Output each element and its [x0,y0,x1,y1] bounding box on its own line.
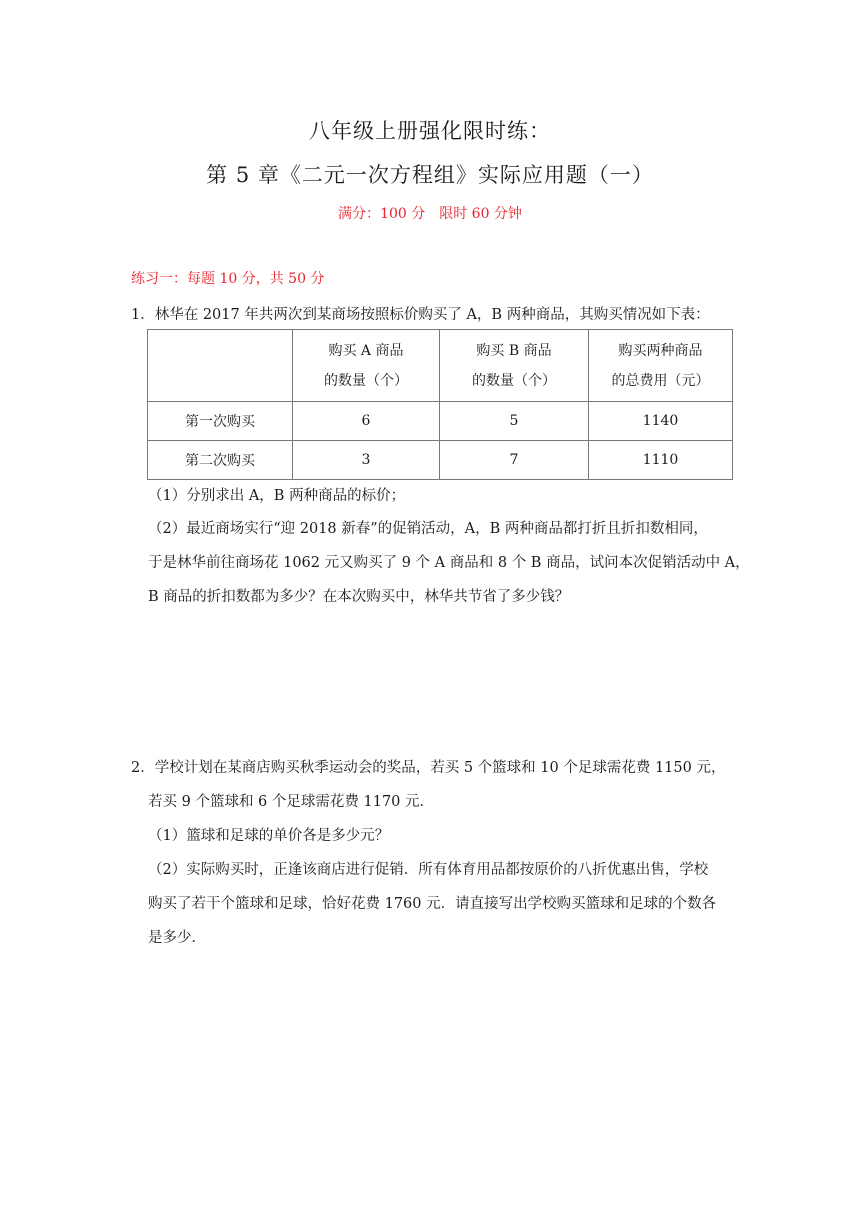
table-cell: 5 [440,402,589,441]
question-2-part-2-line2: 购买了若干个篮球和足球，恰好花费 1760 元．请直接写出学校购买篮球和足球的个数各 [148,896,717,912]
page-title-line1: 八年级上册强化限时练： [309,119,551,143]
table-cell: 1140 [589,402,733,441]
question-1-part-2-line2: 于是林华前往商场花 1062 元又购买了 9 个 A 商品和 8 个 B 商品，试问本次促销活动中 A， [148,555,750,571]
table-header-cell: 购买两种商品 的总费用（元） [589,330,733,402]
question-2-part-2-line1: （2）实际购买时，正逢该商店进行促销．所有体育用品都按原价的八折优惠出售，学校 [148,862,709,878]
table-cell: 3 [293,441,440,480]
table-cell: 6 [293,402,440,441]
table-corner-cell [148,330,293,402]
table-header-cell: 购买 B 商品 的数量（个） [440,330,589,402]
question-2-part-2-line3: 是多少． [148,930,206,946]
table-header-row [148,330,733,402]
table-row-label: 第一次购买 [148,402,293,441]
question-1-part-2-line1: （2）最近商场实行“迎 2018 新春”的促销活动，A，B 两种商品都打折且折扣数相同， [148,521,708,537]
score-info: 满分：100 分 限时 60 分钟 [338,206,522,222]
table-header-cell: 购买 A 商品 的数量（个） [293,330,440,402]
table-cell: 1110 [589,441,733,480]
section-heading: 练习一：每题 10 分，共 50 分 [131,271,325,287]
question-1-stem: 1．林华在 2017 年共两次到某商场按照标价购买了 A，B 两种商品，其购买情况如下表： [131,307,710,323]
question-1-part-1: （1）分别求出 A，B 两种商品的标价； [148,488,406,504]
question-2-part-1: （1）篮球和足球的单价各是多少元？ [148,828,390,844]
question-1-part-2-line3: B 商品的折扣数都为多少？在本次购买中，林华共节省了多少钱？ [148,589,570,605]
table-row-label: 第二次购买 [148,441,293,480]
question-2-stem-line2: 若买 9 个篮球和 6 个足球需花费 1170 元． [148,794,435,810]
page-title-line2: 第 5 章《二元一次方程组》实际应用题（一） [206,163,654,187]
table-row [148,441,733,480]
question-2-stem-line1: 2．学校计划在某商店购买秋季运动会的奖品，若买 5 个篮球和 10 个足球需花费 1150 元， [131,760,726,776]
purchase-table [147,329,733,480]
table-cell: 7 [440,441,589,480]
table-row [148,402,733,441]
